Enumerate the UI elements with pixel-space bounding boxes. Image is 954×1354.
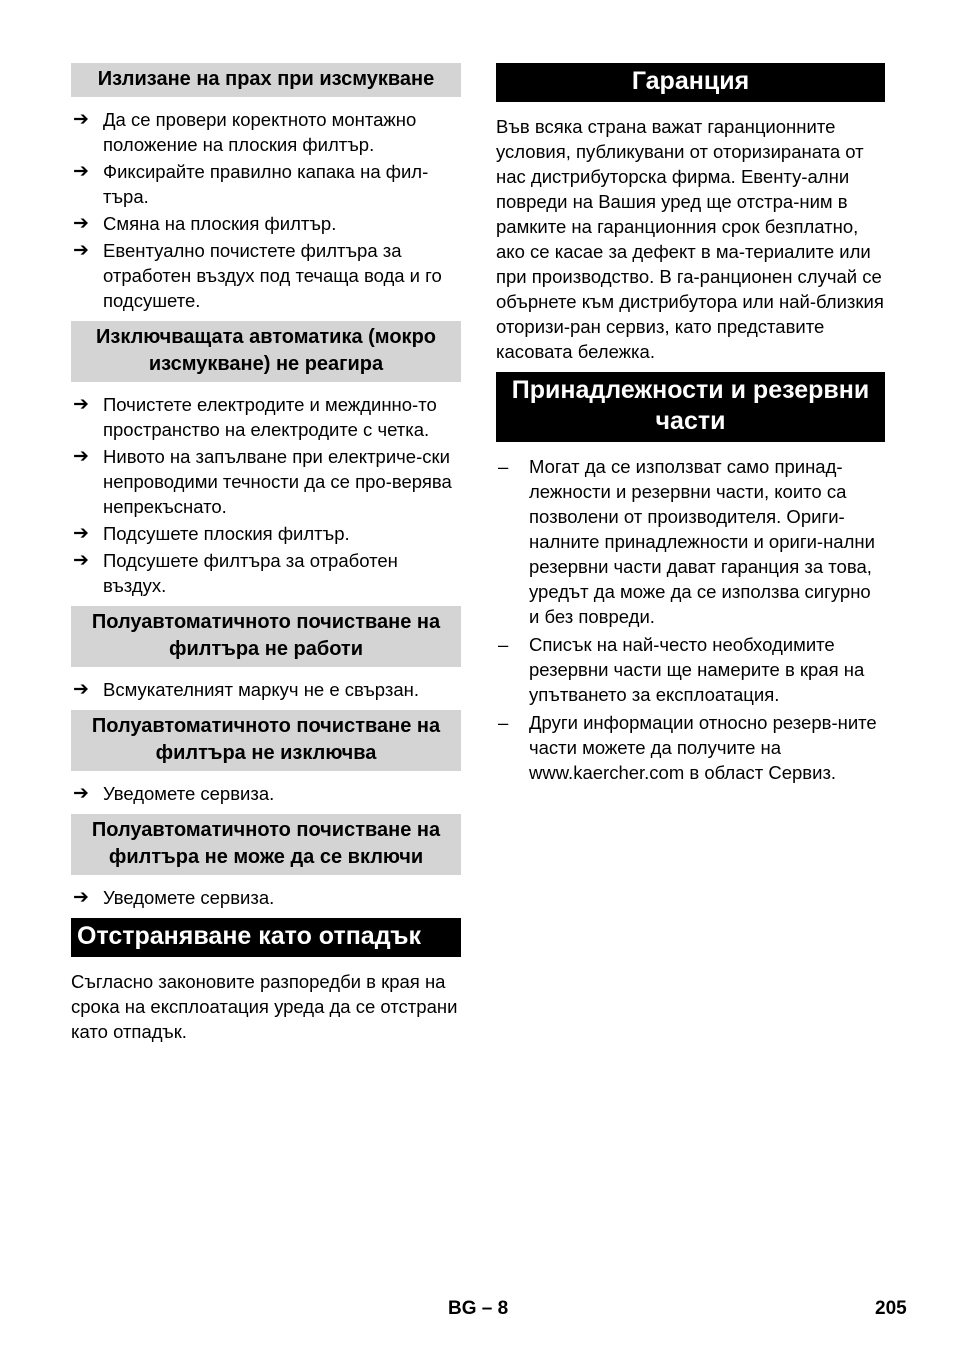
list-item: – Други информации относно резерв-ните части можете да получите на www.kaercher.com в област Сервиз. [498, 712, 877, 783]
section-heading-warranty: Гаранция [496, 63, 885, 102]
section-heading-shutoff: Изключващата автоматика (мокро изсмукване) не реагира [71, 321, 461, 382]
semi-auto-not-on-list [71, 885, 461, 910]
arrow-right-icon: ➔ [73, 550, 89, 571]
arrow-right-icon: ➔ [73, 523, 89, 544]
list-item: ➔ Подсушете филтъра за отработен въздух. [73, 550, 398, 596]
section-heading-semi-auto-not-off: Полуавтоматичното почистване на филтъра не изключва [71, 710, 461, 771]
dash-bullet: – [498, 456, 509, 477]
semi-auto-not-off-list [71, 781, 461, 806]
list-item: ➔ Евентуално почистете филтъра за отработен въздух под течаща вода и го подсушете. [73, 240, 442, 311]
arrow-right-icon: ➔ [73, 446, 89, 467]
list-item: ➔ Уведомете сервиза. [73, 783, 275, 804]
list-item: – Списък на най-често необходимите резервни части ще намерите в края на упътването за експлоатация. [498, 634, 865, 705]
dash-bullet: – [498, 712, 509, 733]
arrow-right-icon: ➔ [73, 109, 89, 130]
list-item: ➔ Нивото на запълване при електриче-ски непроводими течности да се про-верява непрекъснато. [73, 446, 452, 517]
accessories-list [496, 454, 885, 785]
arrow-right-icon: ➔ [73, 783, 89, 804]
arrow-right-icon: ➔ [73, 679, 89, 700]
arrow-right-icon: ➔ [73, 161, 89, 182]
list-item: ➔ Всмукателният маркуч не е свързан. [73, 679, 419, 700]
shutoff-steps-list [71, 392, 461, 598]
section-heading-accessories: Принадлежности и резервни части [496, 372, 885, 442]
list-item: ➔ Да се провери коректното монтажно положение на плоския филтър. [73, 109, 417, 155]
dust-steps-list [71, 107, 461, 313]
list-item: ➔ Смяна на плоския филтър. [73, 213, 337, 234]
disposal-text: Съгласно законовите разпоредби в края на срока на експлоатация уреда да се отстрани като отпадък. [71, 971, 458, 1042]
page-number: 205 [875, 1298, 907, 1319]
section-heading-semi-auto-not-on: Полуавтоматичното почистване на филтъра не може да се включи [71, 814, 461, 875]
list-item: ➔ Почистете електродите и междинно-то пространство на електродите с четка. [73, 394, 437, 440]
arrow-right-icon: ➔ [73, 240, 89, 261]
dash-bullet: – [498, 634, 509, 655]
left-column [71, 63, 461, 1052]
list-item: ➔ Подсушете плоския филтър. [73, 523, 350, 544]
list-item: ➔ Фиксирайте правилно капака на фил-търа. [73, 161, 429, 207]
section-heading-dust: Излизане на прах при изсмукване [71, 63, 461, 97]
list-item: ➔ Уведомете сервиза. [73, 887, 275, 908]
right-column [496, 63, 885, 788]
arrow-right-icon: ➔ [73, 213, 89, 234]
arrow-right-icon: ➔ [73, 394, 89, 415]
section-heading-semi-auto-not-working: Полуавтоматичното почистване на филтъра не работи [71, 606, 461, 667]
warranty-text: Във всяка страна важат гаранционните условия, публикувани от оторизираната от нас дистрибуторска фирма. Евенту-ални повреди на Вашия уред ще отстра-ним в рамките на гаранционния срок безплатно, ако се касае за дефект в ма-териалите или при производство. В га-ранционен случай се обърнете към дистрибутора или най-близкия оторизи-ран сервиз, като представите касовата бележка. [496, 116, 884, 362]
semi-auto-not-working-list [71, 677, 461, 702]
section-heading-disposal: Отстраняване като отпадък [71, 918, 461, 957]
footer-section-label: BG – 8 [448, 1298, 509, 1319]
list-item: – Могат да се използват само принад-лежности и резервни части, които са позволени от производителя. Ориги-налните принадлежности и ориги-нални резервни части дават гаранция за това, уредът да може да се използва сигурно и без повреди. [498, 456, 875, 627]
arrow-right-icon: ➔ [73, 887, 89, 908]
